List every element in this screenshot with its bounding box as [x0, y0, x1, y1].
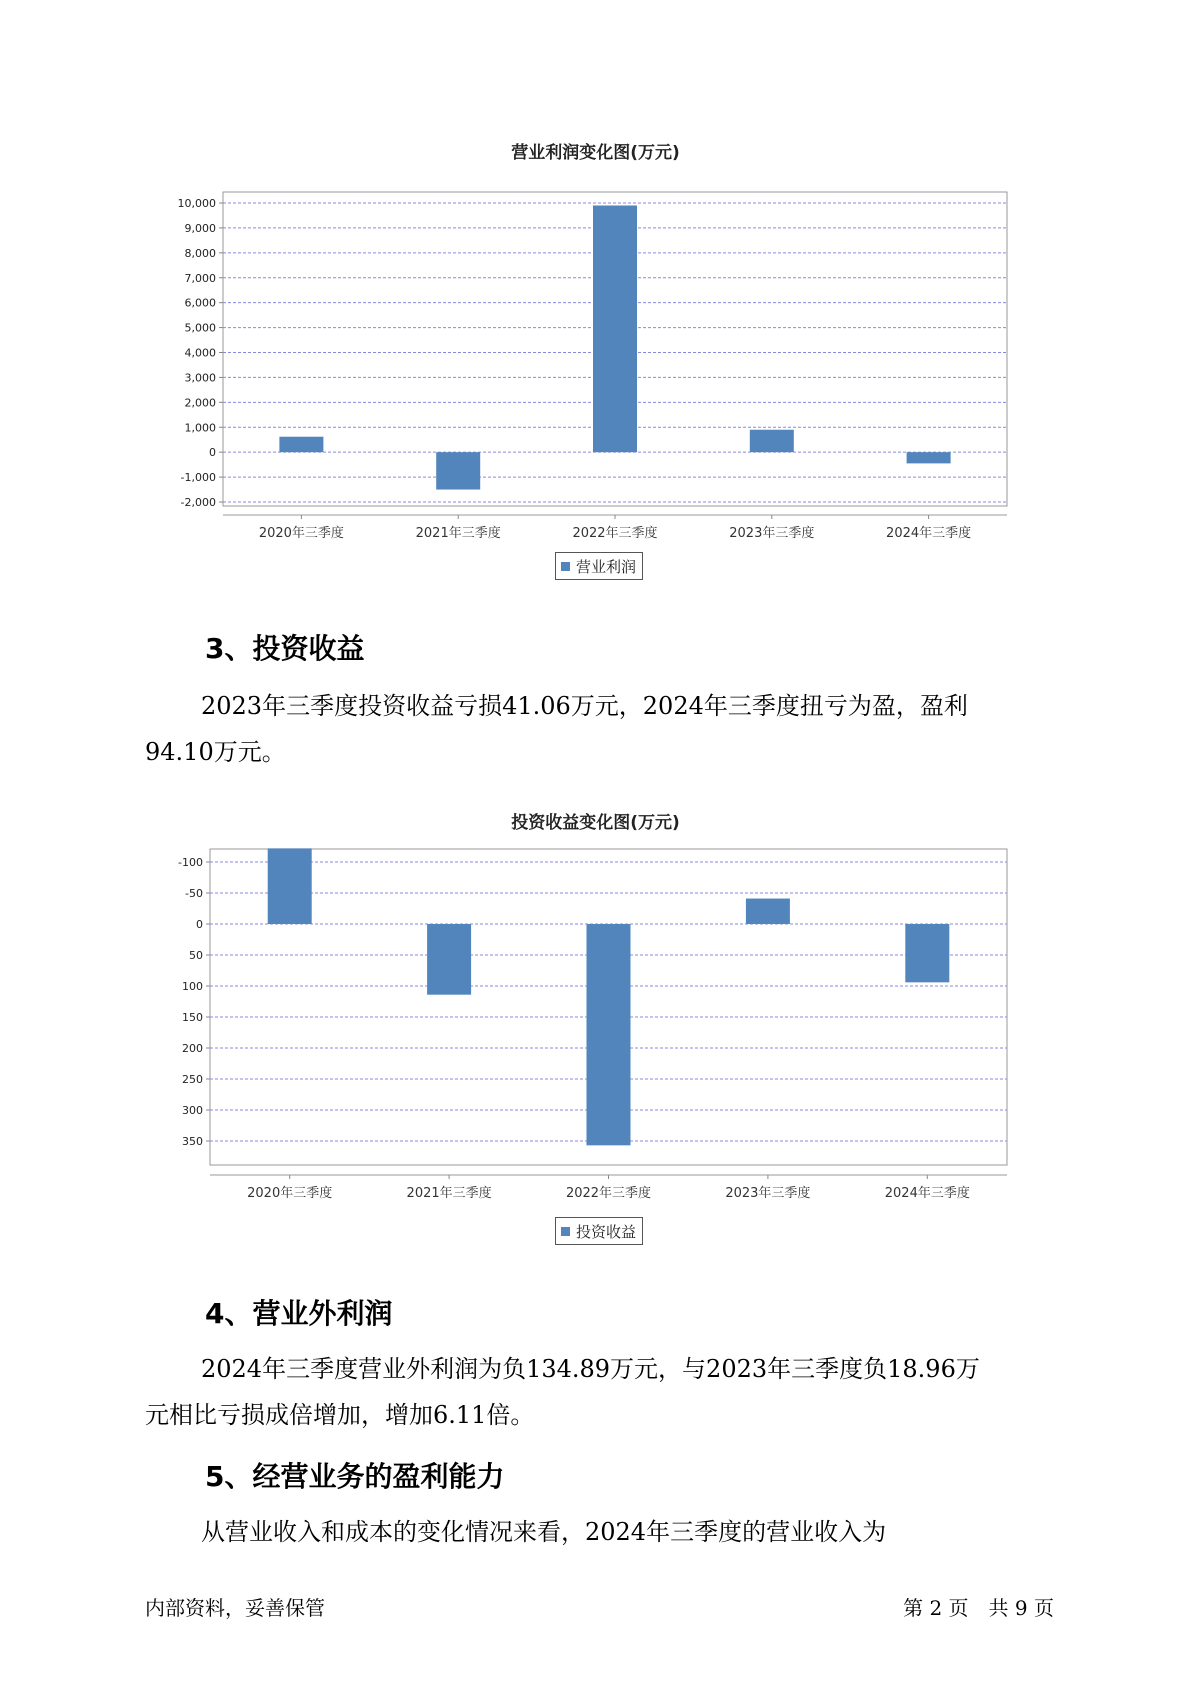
bar: [746, 899, 790, 924]
bar: [593, 205, 637, 452]
y-tick-label: 100: [182, 980, 203, 993]
y-tick-label: 0: [196, 918, 203, 931]
paragraph-line: 2023年三季度投资收益亏损41.06万元，2024年三季度扭亏为盈，盈利: [201, 692, 968, 720]
x-tick-label: 2022年三季度: [572, 526, 658, 541]
bar: [279, 437, 323, 452]
y-tick-label: 0: [209, 446, 216, 460]
y-tick-label: 2,000: [184, 396, 216, 410]
chart2-title: 投资收益变化图(万元): [511, 813, 680, 833]
legend-swatch: [561, 562, 570, 571]
bar: [427, 924, 471, 995]
y-tick-label: 5,000: [184, 321, 216, 335]
paragraph-line: 94.10万元。: [145, 738, 286, 766]
y-tick-label: 3,000: [184, 371, 216, 385]
x-tick-label: 2021年三季度: [415, 526, 501, 541]
paragraph-line: 2024年三季度营业外利润为负134.89万元，与2023年三季度负18.96万: [201, 1355, 980, 1383]
bar: [436, 452, 480, 489]
x-tick-label: 2023年三季度: [729, 526, 815, 541]
chart1-legend-label: 营业利润: [576, 557, 637, 576]
x-tick-label: 2022年三季度: [565, 1186, 652, 1200]
legend-swatch: [561, 1227, 570, 1236]
investment-income-chart: [0, 840, 1191, 1200]
operating-profit-chart: [0, 170, 1191, 690]
y-tick-label: 300: [182, 1104, 203, 1117]
x-tick-label: 2023年三季度: [725, 1186, 811, 1200]
paragraph-line: 元相比亏损成倍增加，增加6.11倍。: [145, 1401, 535, 1429]
y-tick-label: 200: [182, 1042, 203, 1055]
chart1-legend: [555, 552, 643, 580]
chart1-title: 营业利润变化图(万元): [511, 143, 680, 163]
y-tick-label: 7,000: [184, 271, 216, 285]
y-tick-label: 6,000: [184, 296, 216, 310]
y-tick-label: 250: [182, 1073, 203, 1086]
x-tick-label: 2024年三季度: [884, 1186, 970, 1200]
footer-page-number: 第 2 页 共 9 页: [903, 1596, 1054, 1620]
section-4-paragraph: [145, 1346, 1055, 1438]
x-tick-label: 2020年三季度: [247, 1186, 333, 1200]
y-tick-label: 50: [189, 949, 203, 962]
x-tick-label: 2024年三季度: [886, 526, 972, 541]
bar: [905, 924, 949, 982]
y-tick-label: 350: [182, 1135, 203, 1148]
footer-confidential: 内部资料，妥善保管: [145, 1596, 325, 1620]
y-tick-label: 1,000: [184, 421, 216, 435]
bar: [268, 848, 312, 924]
section-3-paragraph: [145, 683, 1055, 775]
y-tick-label: 150: [182, 1011, 203, 1024]
y-tick-label: 10,000: [177, 197, 216, 210]
section-5-paragraph: [145, 1509, 1055, 1555]
section-5-heading: 5、经营业务的盈利能力: [205, 1460, 505, 1493]
y-tick-label: 8,000: [184, 246, 216, 260]
paragraph-line: 从营业收入和成本的变化情况来看，2024年三季度的营业收入为: [201, 1518, 887, 1546]
section-4-heading: 4、营业外利润: [205, 1297, 393, 1330]
y-tick-label: -1,000: [180, 471, 216, 485]
chart2-legend-label: 投资收益: [576, 1222, 637, 1241]
bar: [587, 924, 631, 1145]
chart2-legend: [555, 1217, 643, 1245]
y-tick-label: 9,000: [184, 221, 216, 235]
x-tick-label: 2021年三季度: [406, 1186, 492, 1200]
y-tick-label: 4,000: [184, 346, 216, 360]
y-tick-label: -50: [185, 887, 203, 900]
bar: [907, 452, 951, 463]
section-3-heading: 3、投资收益: [205, 632, 365, 665]
bar: [750, 430, 794, 452]
x-tick-label: 2020年三季度: [258, 526, 344, 541]
y-tick-label: -2,000: [180, 496, 216, 509]
y-tick-label: -100: [178, 856, 203, 869]
